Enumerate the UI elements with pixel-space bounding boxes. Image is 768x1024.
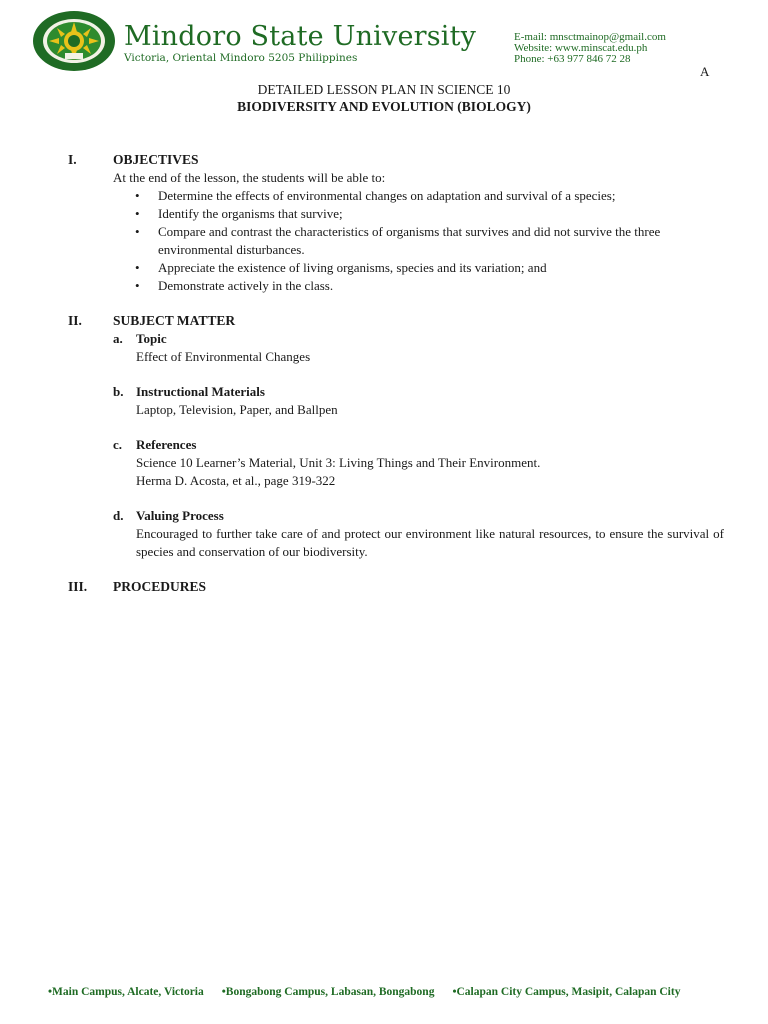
topic-subsection: [113, 330, 724, 366]
valuing-subsection: [113, 507, 724, 561]
subject-matter-heading: [68, 312, 724, 330]
contact-phone: Phone: +63 977 846 72 28: [514, 53, 631, 65]
list-item: • Identify the organisms that survive;: [135, 205, 724, 223]
subsection-letter: a.: [113, 331, 123, 346]
university-seal-logo: [32, 10, 116, 72]
footer-campus-bongabong: •Bongabong Campus, Labasan, Bongabong: [221, 986, 435, 998]
section-title: SUBJECT MATTER: [113, 313, 236, 328]
section-number: III.: [68, 579, 88, 594]
list-item: • Appreciate the existence of living organisms, species and its variation; and: [135, 259, 724, 277]
section-title: OBJECTIVES: [113, 152, 199, 167]
subsection-letter: c.: [113, 437, 123, 452]
topic-text: Effect of Environmental Changes: [136, 349, 311, 364]
objectives-heading: [68, 151, 724, 169]
procedures-heading: [68, 578, 724, 596]
section-number: II.: [68, 313, 82, 328]
materials-text: Laptop, Television, Paper, and Ballpen: [136, 402, 338, 417]
subsection-letter: b.: [113, 384, 124, 399]
list-item: • Determine the effects of environmental changes on adaptation and survival of a species;: [135, 187, 724, 205]
footer-campus-main: •Main Campus, Alcate, Victoria: [48, 986, 204, 998]
list-item: • Demonstrate actively in the class.: [135, 277, 724, 295]
objectives-intro: At the end of the lesson, the students will be able to:: [113, 170, 386, 185]
subsection-title: Topic: [136, 331, 167, 346]
subsection-title: Instructional Materials: [136, 384, 265, 399]
references-subsection: [113, 436, 724, 490]
objectives-list: [135, 187, 724, 295]
contact-email: E-mail: mnsctmainop@gmail.com: [514, 31, 666, 43]
letterhead: [0, 0, 768, 80]
footer-campus-calapan: •Calapan City Campus, Masipit, Calapan City: [452, 986, 681, 998]
document-title: [0, 81, 768, 115]
section-title: PROCEDURES: [113, 579, 207, 594]
subsection-title: References: [136, 437, 197, 452]
subsection-title: Valuing Process: [136, 508, 224, 523]
contact-block: [514, 32, 666, 65]
contact-website: Website: www.minscat.edu.ph: [514, 42, 648, 54]
list-item: • Compare and contrast the characteristics of organisms that survives and did not survive the three environmental disturbances.: [135, 223, 724, 259]
title-line-2: BIODIVERSITY AND EVOLUTION (BIOLOGY): [237, 99, 531, 114]
section-number: I.: [68, 152, 77, 167]
lesson-plan-body: [68, 151, 724, 596]
subsection-letter: d.: [113, 508, 124, 523]
title-line-1: DETAILED LESSON PLAN IN SCIENCE 10: [257, 82, 511, 97]
valuing-text: Encouraged to further take care of and protect our environment like natural resources, to ensure the survival of species and conservation of our biodiversity.: [136, 526, 724, 559]
university-name: Mindoro State University: [124, 21, 477, 52]
reference-line-1: Science 10 Learner’s Material, Unit 3: Living Things and Their Environment.: [136, 455, 541, 470]
campus-footer: [48, 986, 728, 998]
university-address: Victoria, Oriental Mindoro 5205 Philippines: [124, 52, 358, 64]
materials-subsection: [113, 383, 724, 419]
reference-line-2: Herma D. Acosta, et al., page 319-322: [136, 473, 336, 488]
set-letter: A: [700, 64, 710, 79]
